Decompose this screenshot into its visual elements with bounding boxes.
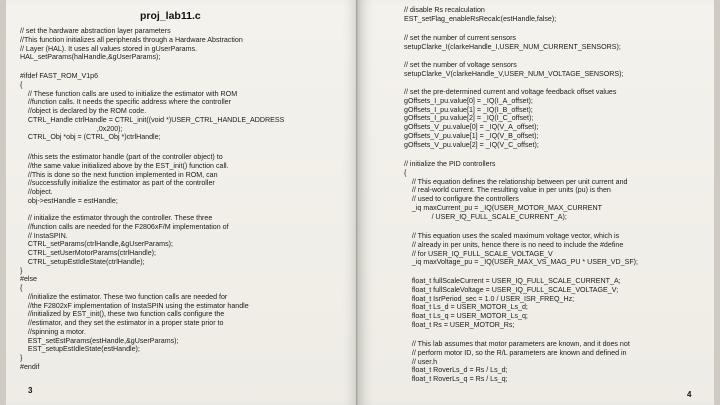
left-page-number: 3 xyxy=(28,386,33,395)
code-block-ctrl-init: #ifdef FAST_ROM_V1p6 { // These function calls are used to initialize the estimator with ROM //function calls. It needs the specific address where the controller //object is declared by the ROM code. CTRL_Handle ctrlHandle = CTRL_init((void *)USER_CTRL_HANDLE_ADDRESS ,0x200); CTRL_Obj *obj = (CTRL_Obj *)ctrlHandle; xyxy=(20,72,285,142)
book-edge-right xyxy=(714,0,720,405)
document-title: proj_lab11.c xyxy=(140,10,201,22)
code-block-max-voltage: // This equation uses the scaled maximum voltage vector, which is // already in per units, hence there is no need to include the #define // for USER_IQ_FULL_SCALE_VOLTAGE_V _iq maxVoltage_pu = _IQ(USER_MAX_VS_MAG_PU * USER_VD_SF); xyxy=(411,232,638,267)
left-page xyxy=(6,0,358,405)
code-block-hal-params: // set the hardware abstraction layer parameters //This function initializes all peripherals through a Hardware Abstraction // Layer (HAL). It uses all values stored in gUserParams. HAL_setParams(halHandle,&gUserParams); xyxy=(20,27,243,62)
code-block-rover-ls: // This lab assumes that motor parameters are known, and it does not // perform motor ID, so the R/L parameters are known and defined in // user.h float_t RoverLs_d = Rs / Ls_d; float_t RoverLs_q = Rs / Ls_q; xyxy=(411,340,630,383)
code-block-offsets: // set the pre-determined current and voltage feedback offset values gOffsets_I_pu.value[0] = _IQ(I_A_offset); gOffsets_I_pu.value[1] = _IQ(I_B_offset); gOffsets_I_pu.value[2] = _IQ(I_C_offset); gOffsets_V_pu.value[0] = _IQ(V_A_offset); gOffsets_V_pu.value[1] = _IQ(V_B_offset); gOffsets_V_pu.value[2] = _IQ(V_C_offset); xyxy=(404,88,617,149)
code-block-pid-init: // initialize the PID controllers { // This equation defines the relationship between per unit current and // real-world current. The resulting value in per units (pu) is then // used to configure the controllers _iq maxCurrent_pu = _IQ(USER_MOTOR_MAX_CURRENT / USER_IQ_FULL_SCALE_CURRENT_A); xyxy=(404,160,628,221)
code-block-motor-params: float_t fullScaleCurrent = USER_IQ_FULL_SCALE_CURRENT_A; float_t fullScaleVoltage = USER_IQ_FULL_SCALE_VOLTAGE_V; float_t IsrPeriod_sec = 1.0 / USER_ISR_FREQ_Hz; float_t Ls_d = USER_MOTOR_Ls_d; float_t Ls_q = USER_MOTOR_Ls_q; float_t Rs = USER_MOTOR_Rs; xyxy=(411,277,621,329)
code-block-rs-recalc: // disable Rs recalculation EST_setFlag_enableRsRecalc(estHandle,false); xyxy=(404,6,557,23)
right-page-number: 4 xyxy=(687,390,692,399)
code-block-voltage-sensors: // set the number of voltage sensors setupClarke_V(clarkeHandle_V,USER_NUM_VOLTAGE_SENSORS); xyxy=(404,61,624,78)
code-block-estimator-init: // initialize the estimator through the controller. These three //function calls are needed for the F2806xF/M implementation of // InstaSPIN. CTRL_setParams(ctrlHandle,&gUserParams); CTRL_setUserMotorParams(ctrlHandle); CTRL_setupEstIdleState(ctrlHandle); } #else { //initialize the estimator. These two function calls are needed for //the F2802xF implementation of InstaSPIN using the estimator handle //initialized by EST_init(), these two function calls configure the //estimator, and they set the estimator in a proper state prior to //spinning a motor. EST_setEstParams(estHandle,&gUserParams); EST_setupEstIdleState(estHandle); } #endif xyxy=(20,214,249,371)
right-page xyxy=(360,0,714,405)
code-block-current-sensors: // set the number of current sensors setupClarke_I(clarkeHandle_I,USER_NUM_CURRENT_SENSORS); xyxy=(404,34,621,51)
code-block-est-handle: //this sets the estimator handle (part of the controller object) to //the same value initialized above by the EST_init() function call. //This is done so the next function implemented in ROM, can //successfully initialize the estimator as part of the controller //object. obj->estHandle = estHandle; xyxy=(27,153,229,205)
